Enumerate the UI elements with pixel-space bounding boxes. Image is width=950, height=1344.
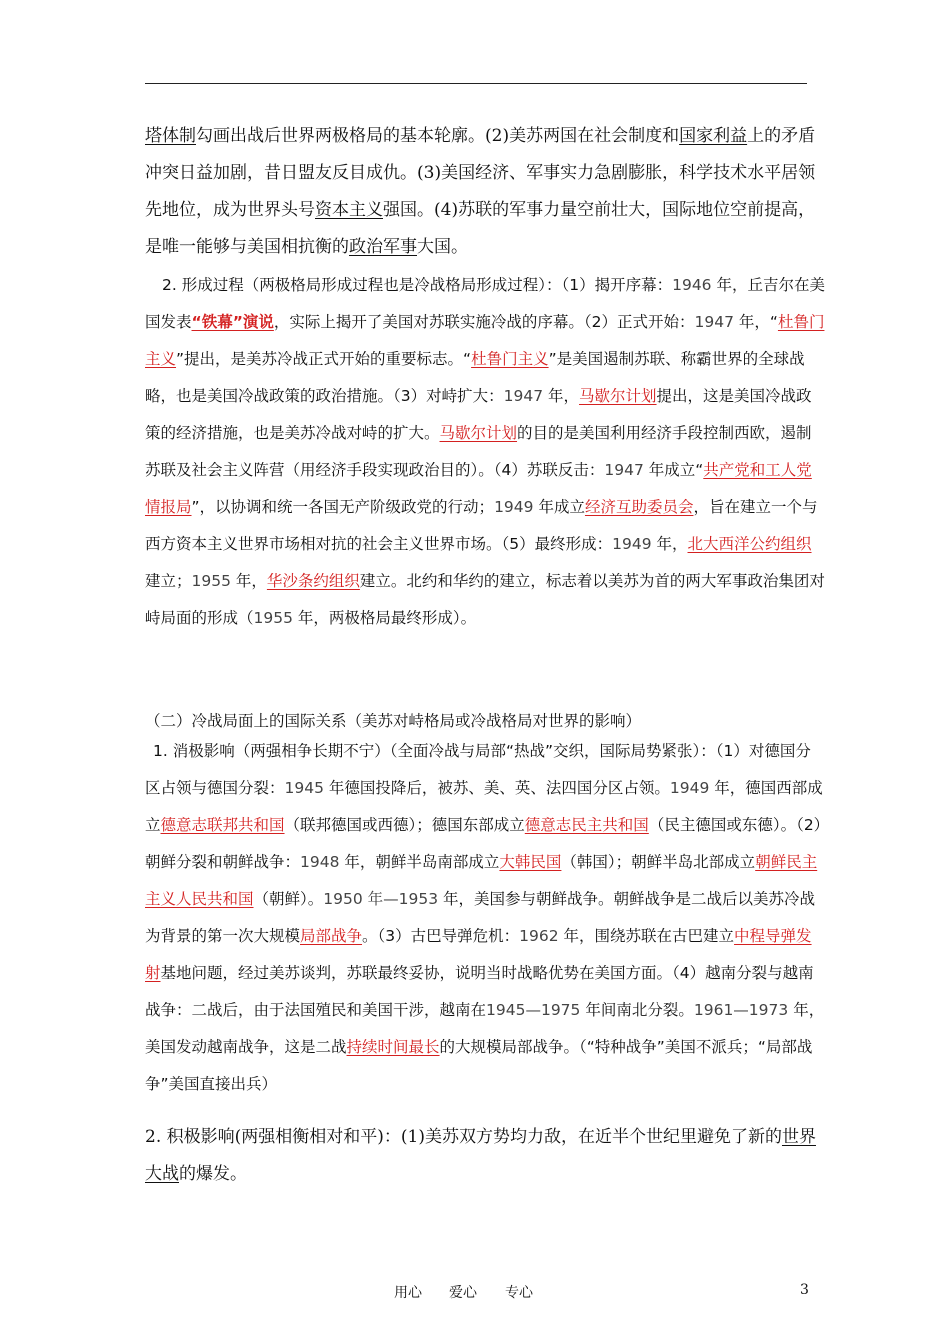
key-term: 马歇尔计划: [579, 387, 657, 405]
text-run: 年，美国发动越南战争，这是二战: [145, 1001, 825, 1056]
text-run: 年，两极格局最终形成）。: [292, 609, 477, 627]
key-term: 局部战争: [300, 927, 363, 945]
year: 1955: [191, 572, 231, 590]
year: 1945—1975: [486, 1001, 581, 1019]
key-term: 经济互助委员会: [584, 498, 694, 516]
key-term: 德意志民主共和国: [524, 816, 649, 834]
text-run: 1. 消极影响（两强相争长期不宁）（全面冷战与局部“热战”交织，国际局势紧张）：（1）对德国分区占领与德国分裂：: [145, 742, 811, 797]
year: 1945: [284, 779, 324, 797]
footer-motto-1: 用心: [394, 1285, 422, 1301]
page-number: 3: [800, 1282, 809, 1298]
year: 1949: [494, 498, 534, 516]
year: 1950 年—1953: [323, 890, 439, 908]
text-run: （朝鲜）。: [253, 890, 324, 908]
text-run: 年，: [651, 535, 688, 553]
text-run: 的大规模局部战争。（“特种战争”美国不派兵；“局部战争”美国直接出兵）: [145, 1038, 813, 1093]
paragraph-2: [145, 267, 825, 637]
year: 1955: [253, 609, 293, 627]
year: 1961—1973: [693, 1001, 789, 1019]
year: 1947: [604, 461, 644, 479]
text-run: 年，围绕苏联在古巴建立: [558, 927, 735, 945]
section-heading: （二）冷战局面上的国际关系（美苏对峙格局或冷战格局对世界的影响）: [145, 712, 642, 730]
text-run: 上的矛盾冲突日益加剧，昔日盟友反目成仇。(3)美国经济、军事实力急剧膨胀，科学技术水平居领先地位，成为世界头号: [145, 126, 816, 220]
text-run: 年德国投降后，被苏、美、英、法四国分区占领。: [323, 779, 670, 797]
text-run: 年，丘吉尔在美国发表: [145, 276, 825, 331]
term-underlined: 世界大战: [145, 1127, 816, 1184]
key-term: 朝鲜民主主义人民共和国: [145, 853, 818, 908]
text-run: （民主德国或东德）。（2）朝鲜分裂和朝鲜战争：: [145, 816, 822, 871]
text-run: 年，德国西部成立: [145, 779, 823, 834]
footer-motto-2: 爱心: [449, 1285, 477, 1301]
year: 1948: [300, 853, 340, 871]
key-term: 杜鲁门主义: [145, 313, 825, 368]
text-run: 提出，这是美国冷战政策的经济措施，也是美苏冷战对峙的扩大。: [145, 387, 812, 442]
key-term: 中程导弹发射: [145, 927, 812, 982]
term-underlined: 资本主义: [315, 200, 383, 220]
text-run: 2. 积极影响(两强相衡相对和平)：(1)美苏双方势均力敌，在近半个世纪里避免了新的: [145, 1127, 782, 1147]
text-run: 年间南北分裂。: [580, 1001, 694, 1019]
text-run: 2. 形成过程（两极格局形成过程也是冷战格局形成过程）：（1）揭开序幕：: [162, 276, 673, 294]
key-term: 北大西洋公约组织: [687, 535, 812, 553]
key-term: 大韩民国: [499, 853, 562, 871]
text-run: 年，美国参与朝鲜战争。朝鲜战争是二战后以美苏冷战为背景的第一次大规模: [145, 890, 816, 945]
text-run: 年，: [230, 572, 267, 590]
text-run: 建立；: [145, 572, 192, 590]
text-run: 建立。北约和华约的建立，标志着以美苏为首的两大军事政治集团对峙局面的形成（: [145, 572, 825, 627]
text-run: ”，以协调和统一各国无产阶级政党的行动；: [191, 498, 495, 516]
year: 1947: [503, 387, 544, 405]
text-run: （韩国）；朝鲜半岛北部成立: [561, 853, 756, 871]
paragraph-1: [145, 118, 825, 266]
text-run: 年，“: [733, 313, 778, 331]
key-term: “铁幕”演说: [191, 313, 274, 331]
term-underlined: 政治军事: [349, 237, 417, 257]
paragraph-4: [145, 1119, 825, 1193]
text-run: （联邦德国或西德）；德国东部成立: [284, 816, 525, 834]
header-rule: [145, 83, 807, 84]
text-run: ”提出，是美苏冷战正式开始的重要标志。“: [176, 350, 472, 368]
text-run: 的爆发。: [179, 1164, 247, 1184]
footer-motto-3: 专心: [505, 1285, 533, 1301]
year: 1947: [694, 313, 734, 331]
text-run: ，实际上揭开了美国对苏联实施冷战的序幕。（2）正式开始：: [273, 313, 695, 331]
text-run: 年成立: [533, 498, 585, 516]
key-term: 杜鲁门主义: [471, 350, 549, 368]
text-run: ”是美国遏制苏联、称霸世界的全球战略，也是美国冷战政策的政治措施。（3）对峙扩大：: [145, 350, 805, 405]
text-run: 强国。(4)苏联的军事力量空前壮大，国际地位空前提高，是唯一能够与美国相抗衡的: [145, 200, 816, 257]
key-term: 德意志联邦共和国: [160, 816, 285, 834]
text-run: 基地问题，经过美苏谈判，苏联最终妥协，说明当时战略优势在美国方面。（4）越南分裂与越南战争：二战后，由于法国殖民和美国干涉，越南在: [145, 964, 814, 1019]
text-run: 勾画出战后世界两极格局的基本轮廓。(2)美苏两国在社会制度和: [196, 126, 680, 146]
paragraph-3: [145, 733, 825, 1103]
term-underlined: 国家利益: [679, 126, 748, 146]
text-run: 。（3）古巴导弹危机：: [362, 927, 520, 945]
key-term: 共产党和工人党情报局: [145, 461, 812, 516]
key-term: 马歇尔计划: [439, 424, 518, 442]
key-term: 华沙条约组织: [266, 572, 360, 590]
year: 1962: [519, 927, 559, 945]
year: 1949: [612, 535, 652, 553]
term-underlined: 塔体制: [145, 126, 196, 146]
text-run: 年，朝鲜半岛南部成立: [339, 853, 500, 871]
text-run: 的目的是美国利用经济手段控制西欧，遏制苏联及社会主义阵营（用经济手段实现政治目的）。（4）苏联反击：: [145, 424, 812, 479]
text-run: ，旨在建立一个与西方资本主义世界市场相对抗的社会主义世界市场。（5）最终形成：: [145, 498, 818, 553]
year: 1946: [672, 276, 712, 294]
text-run: 大国。: [417, 237, 468, 257]
text-run: 年成立“: [643, 461, 704, 479]
text-run: 年，: [543, 387, 580, 405]
year: 1949: [669, 779, 710, 797]
key-term: 持续时间最长: [346, 1038, 440, 1056]
